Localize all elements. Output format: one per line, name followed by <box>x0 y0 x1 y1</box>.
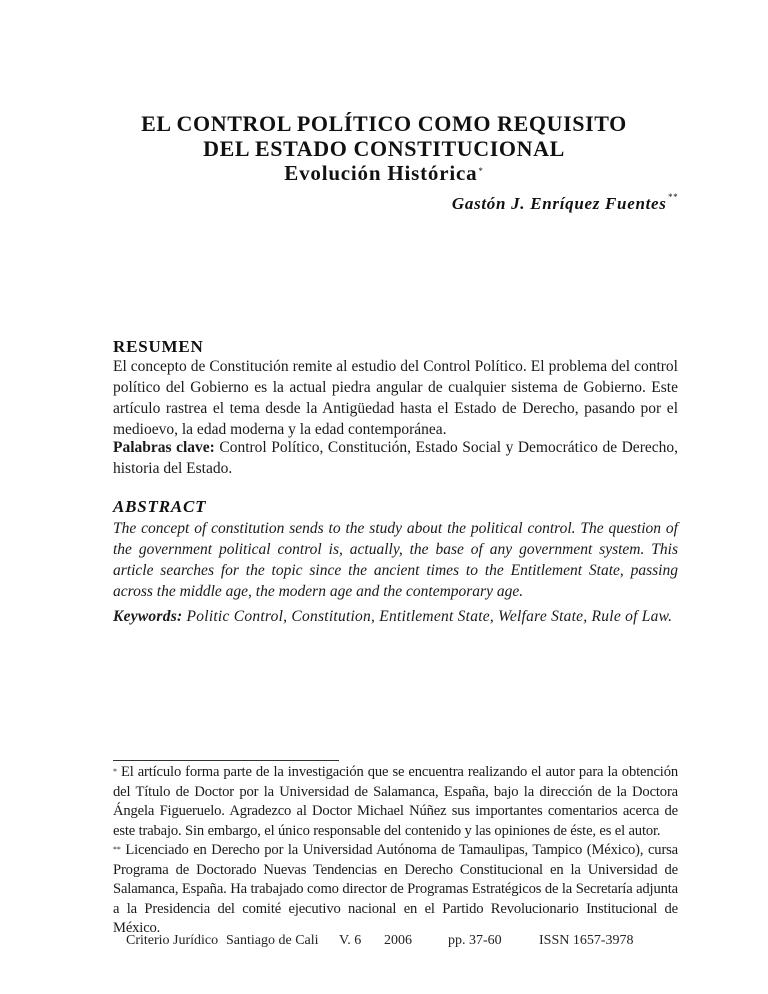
palabras-clave-text: Control Político, Constitución, Estado Social y Democrático de Derecho, historia del Estado. <box>113 439 678 477</box>
footer-city: Santiago de Cali <box>226 933 319 948</box>
footnote-1-text: El artículo forma parte de la investigación que se encuentra realizando el autor para la obtención del Título de Doctor por la Universidad de Salamanca, España, bajo la dirección de la Doctora Ángela Figueruelo. Agradezco al Doctor Michael Núñez sus importantes comentarios acerca de este trabajo. Sin embargo, el único responsable del contenido y las opiniones de éste, es el autor. <box>113 764 678 839</box>
page-footer <box>0 933 768 953</box>
keywords <box>113 606 678 627</box>
footnote-separator <box>113 760 339 761</box>
article-title-line-2: DEL ESTADO CONSTITUCIONAL <box>203 136 565 161</box>
footer-journal: Criterio Jurídico <box>126 933 219 948</box>
footnote-2 <box>113 841 678 939</box>
author-byline <box>452 194 678 214</box>
footnote-marker-1[interactable]: * <box>478 166 484 176</box>
footnote-1-marker: * <box>113 767 117 776</box>
footnotes <box>113 763 678 939</box>
resumen-heading: RESUMEN <box>113 337 204 356</box>
palabras-clave-label: Palabras clave: <box>113 439 215 456</box>
article-subtitle <box>0 161 768 186</box>
footer-year: 2006 <box>384 933 412 948</box>
author-name: Gastón J. Enríquez Fuentes <box>451 194 667 213</box>
footnote-1 <box>113 763 678 841</box>
footnote-2-text: Licenciado en Derecho por la Universidad Autónoma de Tamaulipas, Tampico (México), cursa Programa de Doctorado Nuevas Tendencias en Derecho Constitucional en la Universidad de Salamanca, España. Ha trabajado como director de Programas Estratégicos de la Secretaría adjunta a la Presidencia del comité ejecutivo nacional en el Partido Revolucionario Institucional de México. <box>113 842 679 936</box>
footer-pages: pp. 37-60 <box>448 933 502 948</box>
resumen-body: El concepto de Constitución remite al estudio del Control Político. El problema del control político del Gobierno es la actual piedra angular de cualquier sistema de Gobierno. Este artículo rastrea el tema desde la Antigüedad hasta el Estado de Derecho, pasando por el medioevo, la edad moderna y la edad contemporánea. <box>113 358 678 438</box>
footnote-2-marker: ** <box>113 845 121 854</box>
footer-volume: V. 6 <box>339 933 362 948</box>
keywords-text: Politic Control, Constitution, Entitlement State, Welfare State, Rule of Law. <box>186 608 673 625</box>
abstract-body: The concept of constitution sends to the study about the political control. The question of the government political control is, actually, the base of any government system. This article searches for the topic since the ancient times to the Entitlement State, passing across the middle age, the modern age and the contemporary age. <box>113 520 678 600</box>
subtitle-text: Evolución Histórica <box>284 161 478 185</box>
keywords-label: Keywords: <box>113 608 183 625</box>
footnote-marker-2[interactable]: ** <box>667 192 678 202</box>
palabras-clave <box>113 437 678 479</box>
footer-issn: ISSN 1657-3978 <box>539 933 634 948</box>
article-title-line-1: EL CONTROL POLÍTICO COMO REQUISITO <box>141 111 627 136</box>
abstract-heading: ABSTRACT <box>113 497 207 516</box>
